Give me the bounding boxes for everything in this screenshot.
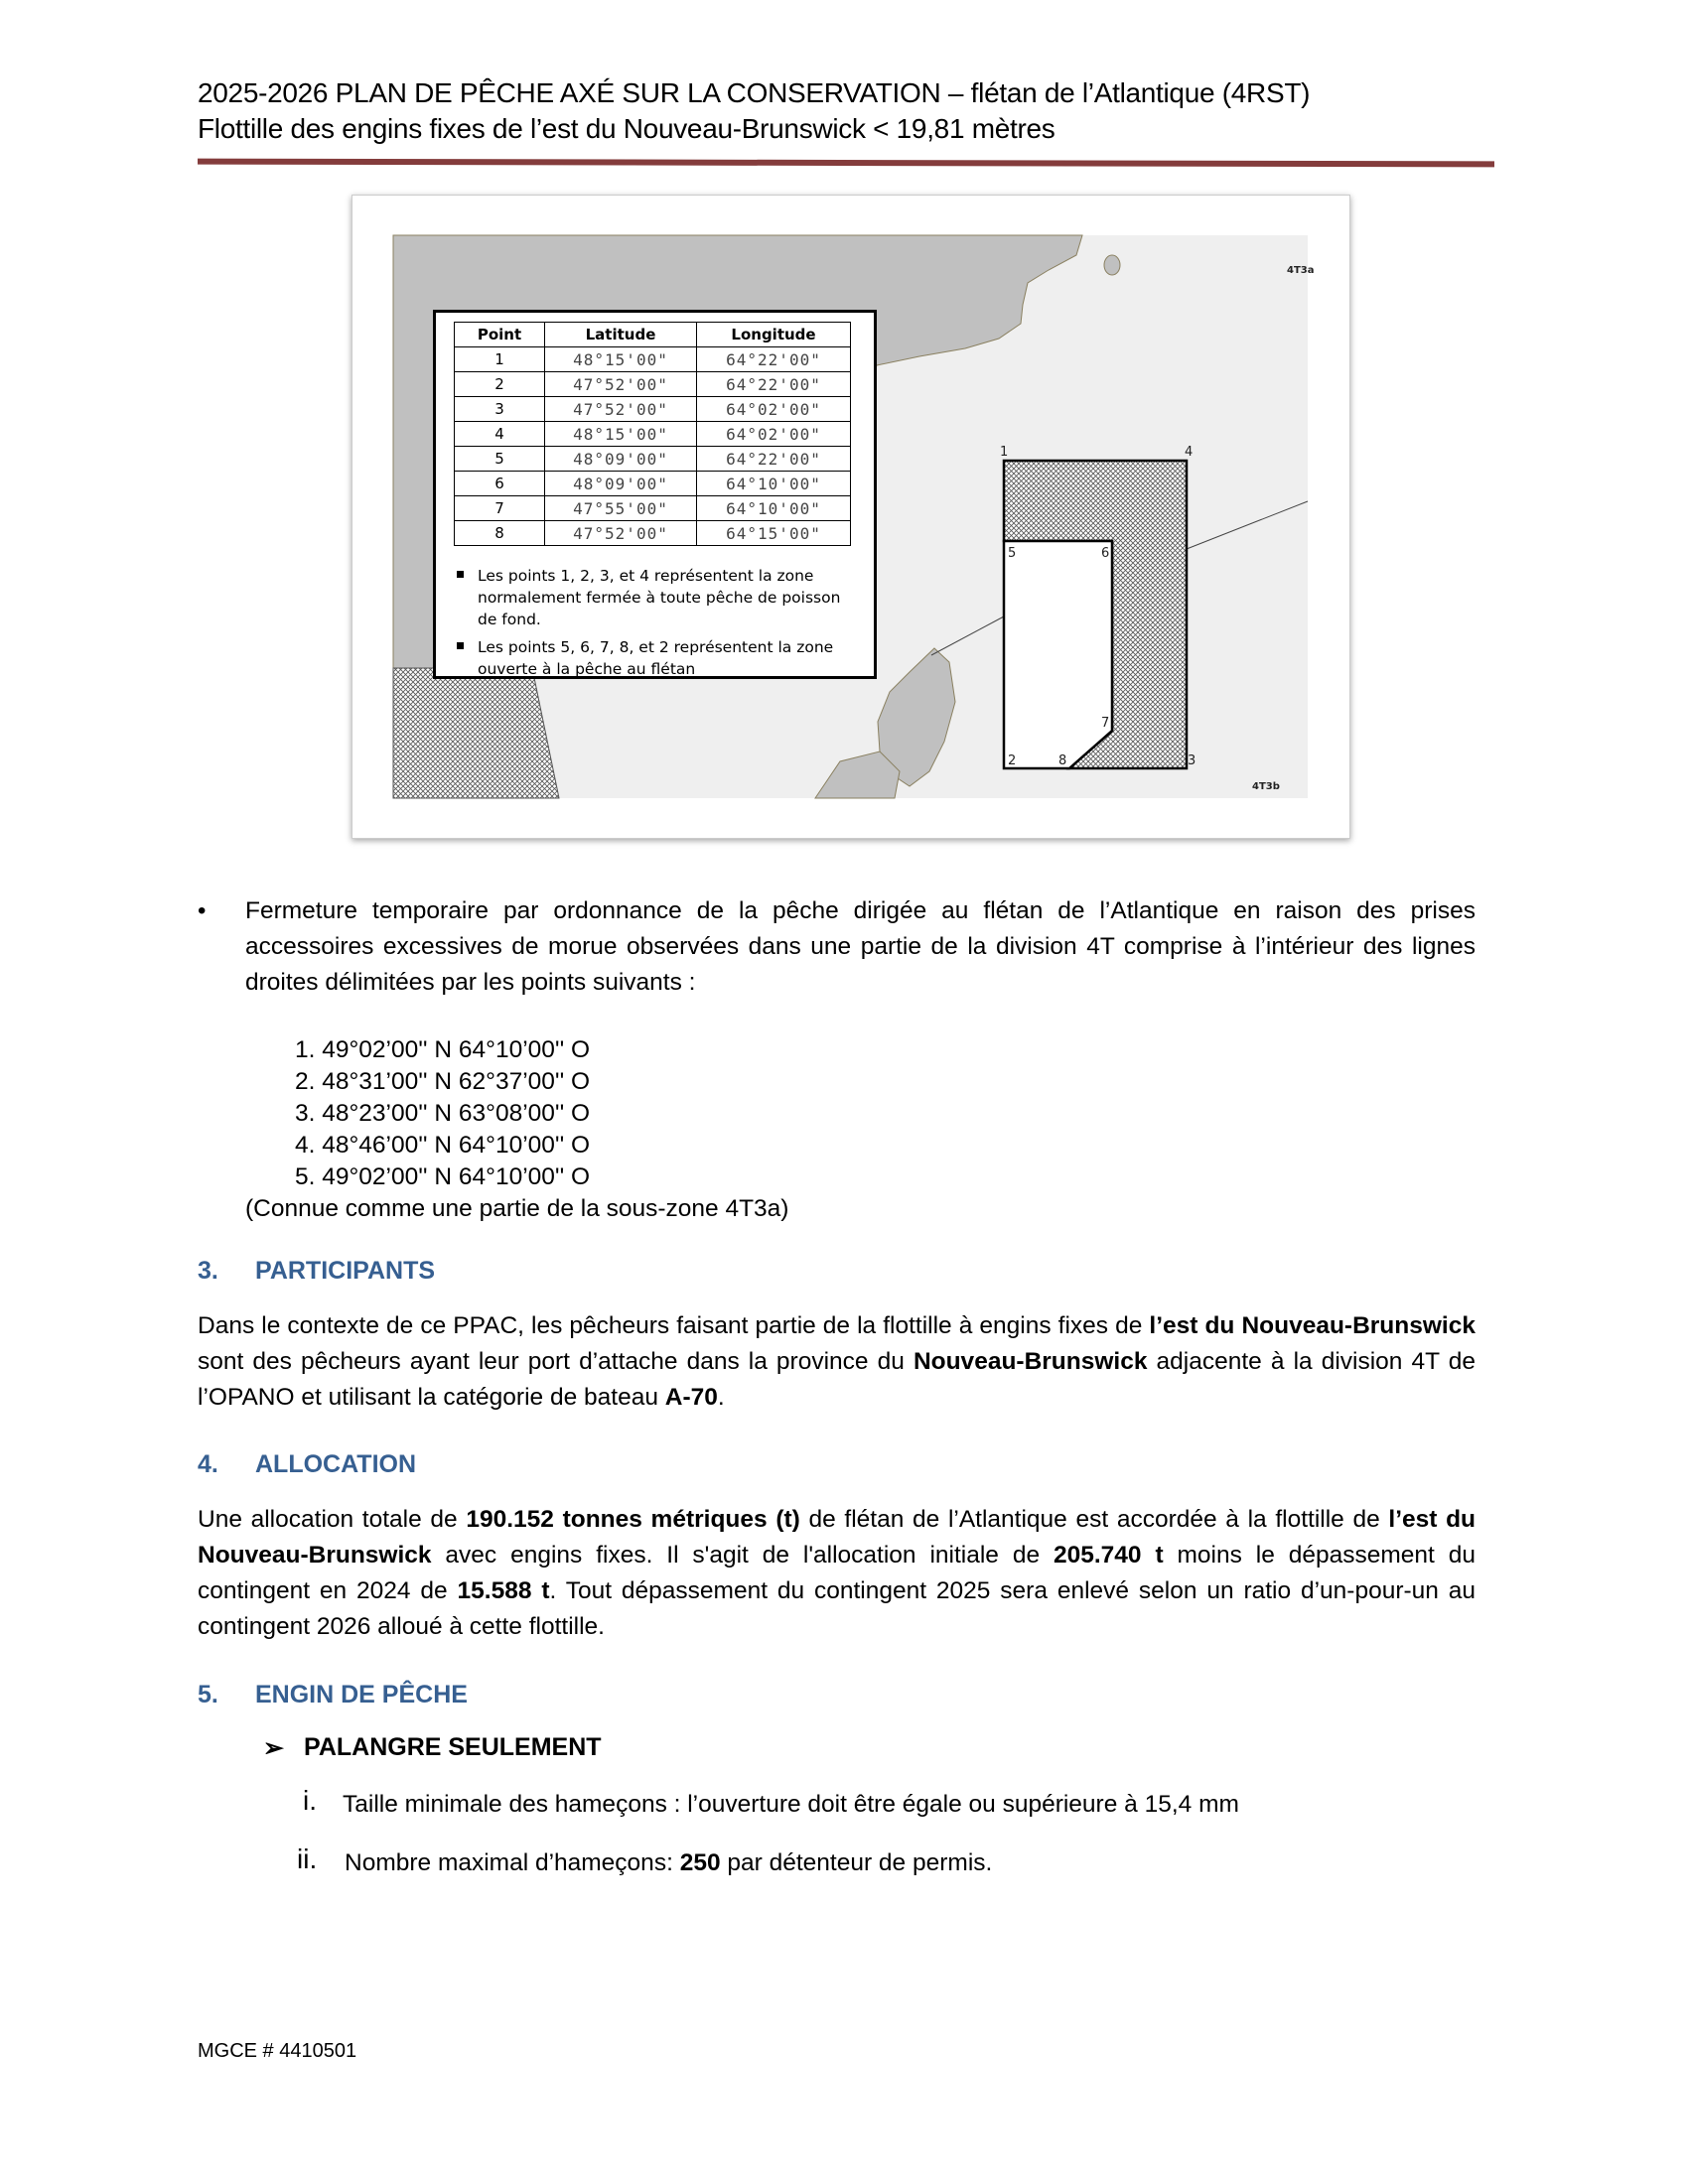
- point-label-3: 3: [1188, 753, 1196, 768]
- latitude-cell: 47°52'00": [545, 397, 697, 422]
- table-row: [455, 472, 851, 496]
- document-reference: MGCE # 4410501: [198, 2040, 357, 2062]
- table-row: [455, 397, 851, 422]
- open-halibut-zone: [1004, 541, 1112, 768]
- longitude-cell: 64°22'00": [697, 347, 851, 372]
- table-row: [455, 447, 851, 472]
- column-header: Latitude: [545, 323, 697, 347]
- column-header: Longitude: [697, 323, 851, 347]
- closure-point: 3. 48°23’00'' N 63°08’00'' O: [295, 1100, 591, 1127]
- table-row: [455, 347, 851, 372]
- table-row: [455, 521, 851, 546]
- latitude-cell: 48°15'00": [545, 347, 697, 372]
- longitude-cell: 64°02'00": [697, 397, 851, 422]
- closure-point: 1. 49°02’00'' N 64°10’00'' O: [295, 1036, 591, 1063]
- legend-note: Les points 5, 6, 7, 8, et 2 représentent la zone ouverte à la pêche au flétan: [454, 636, 851, 680]
- point-cell: 7: [455, 496, 545, 521]
- closure-point: 5. 49°02’00'' N 64°10’00'' O: [295, 1163, 591, 1190]
- point-cell: 6: [455, 472, 545, 496]
- longitude-cell: 64°22'00": [697, 372, 851, 397]
- point-label-7: 7: [1101, 716, 1110, 731]
- latitude-cell: 47°52'00": [545, 521, 697, 546]
- latitude-cell: 47°52'00": [545, 372, 697, 397]
- longitude-cell: 64°02'00": [697, 422, 851, 447]
- point-label-1: 1: [1000, 445, 1009, 460]
- point-label-8: 8: [1058, 753, 1067, 768]
- longitude-cell: 64°15'00": [697, 521, 851, 546]
- gear-subheading: PALANGRE SEULEMENT: [304, 1733, 602, 1761]
- point-cell: 4: [455, 422, 545, 447]
- islet: [1104, 255, 1120, 275]
- closure-point: 4. 48°46’00'' N 64°10’00'' O: [295, 1132, 591, 1159]
- table-row: [455, 372, 851, 397]
- longitude-cell: 64°10'00": [697, 472, 851, 496]
- latitude-cell: 48°15'00": [545, 422, 697, 447]
- closure-note: (Connue comme une partie de la sous-zone 4T3a): [245, 1195, 789, 1222]
- point-label-5: 5: [1008, 546, 1017, 561]
- arrow-bullet-icon: ➢: [263, 1734, 284, 1762]
- participants-paragraph: Dans le contexte de ce PPAC, les pêcheurs faisant partie de la flottille à engins fixes de l’est du Nouveau-Brunswick sont des pêcheurs ayant leur port d’attache dans la province du Nouveau-Brunswick adjacente à la division 4T de l’OPANO et utilisant la catégorie de bateau A-70.: [198, 1312, 1476, 1411]
- point-cell: 1: [455, 347, 545, 372]
- point-label-4: 4: [1185, 445, 1194, 460]
- table-row: [455, 496, 851, 521]
- coordinates-legend-box: [433, 310, 877, 679]
- document-title: 2025-2026 PLAN DE PÊCHE AXÉ SUR LA CONSERVATION – flétan de l’Atlantique (4RST): [198, 77, 1311, 108]
- point-cell: 5: [455, 447, 545, 472]
- longitude-cell: 64°22'00": [697, 447, 851, 472]
- legend-note: Les points 1, 2, 3, et 4 représentent la zone normalement fermée à toute pêche de poisson de fond.: [454, 565, 851, 630]
- closure-point: 2. 48°31’00'' N 62°37’00'' O: [295, 1068, 591, 1095]
- point-label-2: 2: [1008, 753, 1017, 768]
- longitude-cell: 64°10'00": [697, 496, 851, 521]
- point-cell: 2: [455, 372, 545, 397]
- header-rule: [198, 159, 1494, 168]
- bullet-icon: •: [198, 897, 207, 924]
- allocation-paragraph: Une allocation totale de 190.152 tonnes métriques (t) de flétan de l’Atlantique est accordée à la flottille de l’est du Nouveau-Brunswick avec engins fixes. Il s'agit de l'allocation initiale de 205.740 t moins le dépassement du contingent en 2024 de 15.588 t. Tout dépassement du contingent 2025 sera enlevé selon un ratio d’un-pour-un au contingent 2026 alloué à cette flottille.: [198, 1506, 1477, 1640]
- point-cell: 8: [455, 521, 545, 546]
- latitude-cell: 48°09'00": [545, 447, 697, 472]
- closure-paragraph: Fermeture temporaire par ordonnance de la pêche dirigée au flétan de l’Atlantique en raison des prises accessoires excessives de morue observées dans une partie de la division 4T comprise à l’intérieur des lignes droites délimitées par les points suivants :: [245, 897, 1476, 996]
- hatched-area-left: [393, 668, 559, 798]
- legend-notes: [454, 565, 851, 686]
- latitude-cell: 48°09'00": [545, 472, 697, 496]
- point-label-6: 6: [1101, 546, 1110, 561]
- table-row: [455, 422, 851, 447]
- coordinates-table: [454, 322, 851, 546]
- zone-label-4T3b: 4T3b: [1252, 781, 1280, 792]
- zone-label-4T3a: 4T3a: [1287, 265, 1315, 276]
- column-header: Point: [455, 323, 545, 347]
- latitude-cell: 47°55'00": [545, 496, 697, 521]
- point-cell: 3: [455, 397, 545, 422]
- document-subtitle: Flottille des engins fixes de l’est du Nouveau-Brunswick < 19,81 mètres: [198, 113, 1055, 144]
